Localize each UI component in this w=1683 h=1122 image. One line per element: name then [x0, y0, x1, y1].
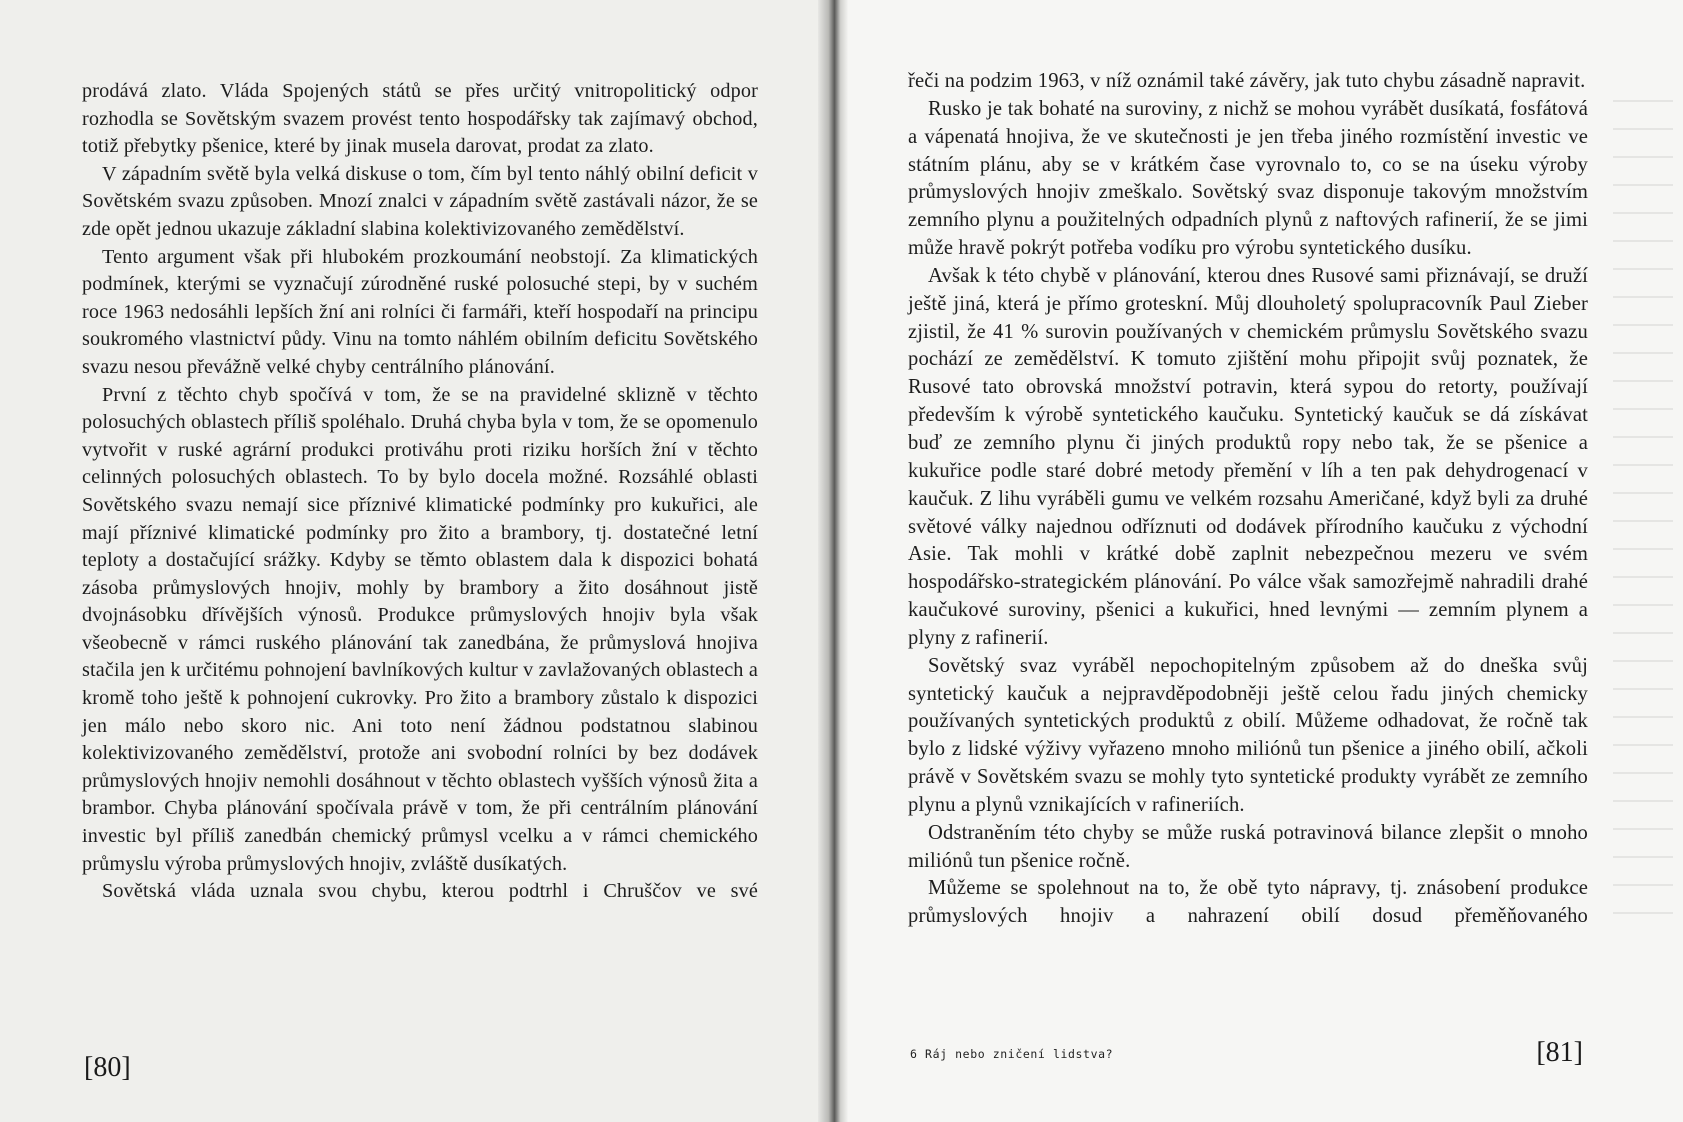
book-gutter: [818, 0, 848, 1122]
paragraph: Sovětský svaz vyráběl nepochopitelným způsobem až do dneška svůj syntetický kaučuk a nejpravděpodobněji ještě celou řadu jiných chemicky používaných syntetických produktů z obilí. Můžeme odhadovat, že ročně tak bylo z lidské výživy vyřazeno mnoho miliónů tun pšenice a jiného obilí, ačkoli právě v Sovětském svazu se mohly tyto syntetické produkty vyrábět ze zemního plynu a plynů vznikajících v rafineriích.: [908, 654, 1588, 816]
paragraph: Sovětská vláda uznala svou chybu, kterou podtrhl i Chruščov ve své: [102, 880, 758, 903]
right-page-text: [908, 68, 1588, 931]
signature-mark: 6 Ráj nebo zničení lidstva?: [910, 1047, 1114, 1061]
left-page-text: [82, 78, 758, 906]
page-number-right: [81]: [1536, 1037, 1583, 1068]
paragraph: Odstraněním této chyby se může ruská potravinová bilance zlepšit o mnoho miliónů tun pšenice ročně.: [908, 821, 1588, 872]
paragraph: Tento argument však při hlubokém prozkoumání neobstojí. Za klimatických podmínek, kterými se vyznačují zúrodněné ruské polosuché stepi, by v suchém roce 1963 nedosáhli lepších žní ani rolníci či farmáři, kteří hospodaří na principu soukromého vlastnictví půdy. Vinu na tomto náhlém obilním deficitu Sovětského svazu nesou převážně velké chyby centrálního plánování.: [82, 245, 758, 378]
paragraph: řeči na podzim 1963, v níž oznámil také závěry, jak tuto chybu zásadně napravit.: [908, 70, 1586, 92]
paragraph: Avšak k této chybě v plánování, kterou dnes Rusové sami přiznávají, se druží ještě jiná, která je přímo groteskní. Můj dlouholetý spolupracovník Paul Zieber zjistil, že 41 % surovin používaných v chemickém průmyslu Sovětského svazu pochází ze zemědělství. K tomuto zjištění mohu připojit svůj poznatek, že Rusové tato obrovská množství potravin, která sypou do retorty, používají především k výrobě syntetického kaučuku. Syntetický kaučuk se dá získávat buď ze zemního plynu či jiných produktů ropy nebo tak, že se pšenice a kukuřice podle staré dobré metody přemění v líh a ten pak dehydrogenací v kaučuk. Z lihu vyráběli gumu ve velkém rozsahu Američané, když byli za druhé světové války najednou odříznuti od dodávek přírodního kaučuku z východní Asie. Tak mohli v krátké době zaplnit nebezpečnou mezeru ve svém hospodářsko-strategickém plánování. Po válce však samozřejmě nahradili drahé kaučukové suroviny, pšenici a kukuřici, hned levnými — zemním plynem a plyny z rafinerií.: [908, 264, 1588, 649]
show-through: [1613, 100, 1673, 920]
paragraph: V západním světě byla velká diskuse o tom, čím byl tento náhlý obilní deficit v Sovětském svazu způsoben. Mnozí znalci v západním světě zastávali názor, že se zde opět jednou ukazuje základní slabina kolektivizovaného zemědělství.: [82, 162, 758, 240]
paragraph: Můžeme se spolehnout na to, že obě tyto nápravy, tj. znásobení produkce průmyslových hnojiv a nahrazení obilí dosud přeměňovaného: [908, 877, 1588, 928]
left-page: [0, 0, 830, 1122]
page-number-left: [80]: [84, 1052, 131, 1083]
paragraph: Rusko je tak bohaté na suroviny, z nichž se mohou vyrábět dusíkatá, fosfátová a vápenatá hnojiva, že ve skutečnosti je jen třeba jiného rozmístění investic ve státním plánu, aby se v krátkém čase vyrovnalo to, co se na úseku výroby průmyslových hnojiv zmeškalo. Sovětský svaz disponuje takovým množstvím zemního plynu a použitelných odpadních plynů z naftových rafinerií, že se jimi může hravě pokrýt potřeba vodíku pro výrobu syntetického dusíku.: [908, 97, 1588, 260]
paragraph: prodává zlato. Vláda Spojených států se přes určitý vnitropolitický odpor rozhodla se Sovětským svazem provést tento hospodářsky tak zajímavý obchod, totiž přebytky pšenice, které by jinak musela darovat, prodat za zlato.: [82, 80, 758, 158]
paragraph: První z těchto chyb spočívá v tom, že se na pravidelné sklizně v těchto polosuchých oblastech příliš spoléhalo. Druhá chyba byla v tom, že se opomenulo vytvořit v ruské agrární produkci protiváhu proti riziku horších žní v těchto celinných polosuchých oblastech. To by bylo docela možné. Rozsáhlé oblasti Sovětského svazu nemají sice příznivé klimatické podmínky pro kukuřici, ale mají příznivé klimatické podmínky pro žito a brambory, tj. dostatečné letní teploty a dostačující srážky. Kdyby se těmto oblastem dala k dispozici bohatá zásoba průmyslových hnojiv, mohly by brambory a žito dosáhnout jistě dvojnásobku dřívějších výnosů. Produkce průmyslových hnojiv byla však všeobecně v rámci ruského plánování tak zanedbána, že průmyslová hnojiva stačila jen k určitému pohnojení bavlníkových kultur v zavlažovaných oblastech a kromě toho ještě k pohnojení cukrovky. Pro žito a brambory zůstalo k dispozici jen málo nebo skoro nic. Ani toto není žádnou podstatnou slabinou kolektivizovaného zemědělství, protože ani svobodní rolníci by bez dodávek průmyslových hnojiv nemohli dosáhnout v těchto oblastech vyšších výnosů žita a brambor. Chyba plánování spočívala právě v tom, že při centrálním plánování investic byl příliš zanedbán chemický průmysl vcelku a v rámci chemického průmyslu výroba průmyslových hnojiv, zvláště dusíkatých.: [82, 383, 758, 875]
